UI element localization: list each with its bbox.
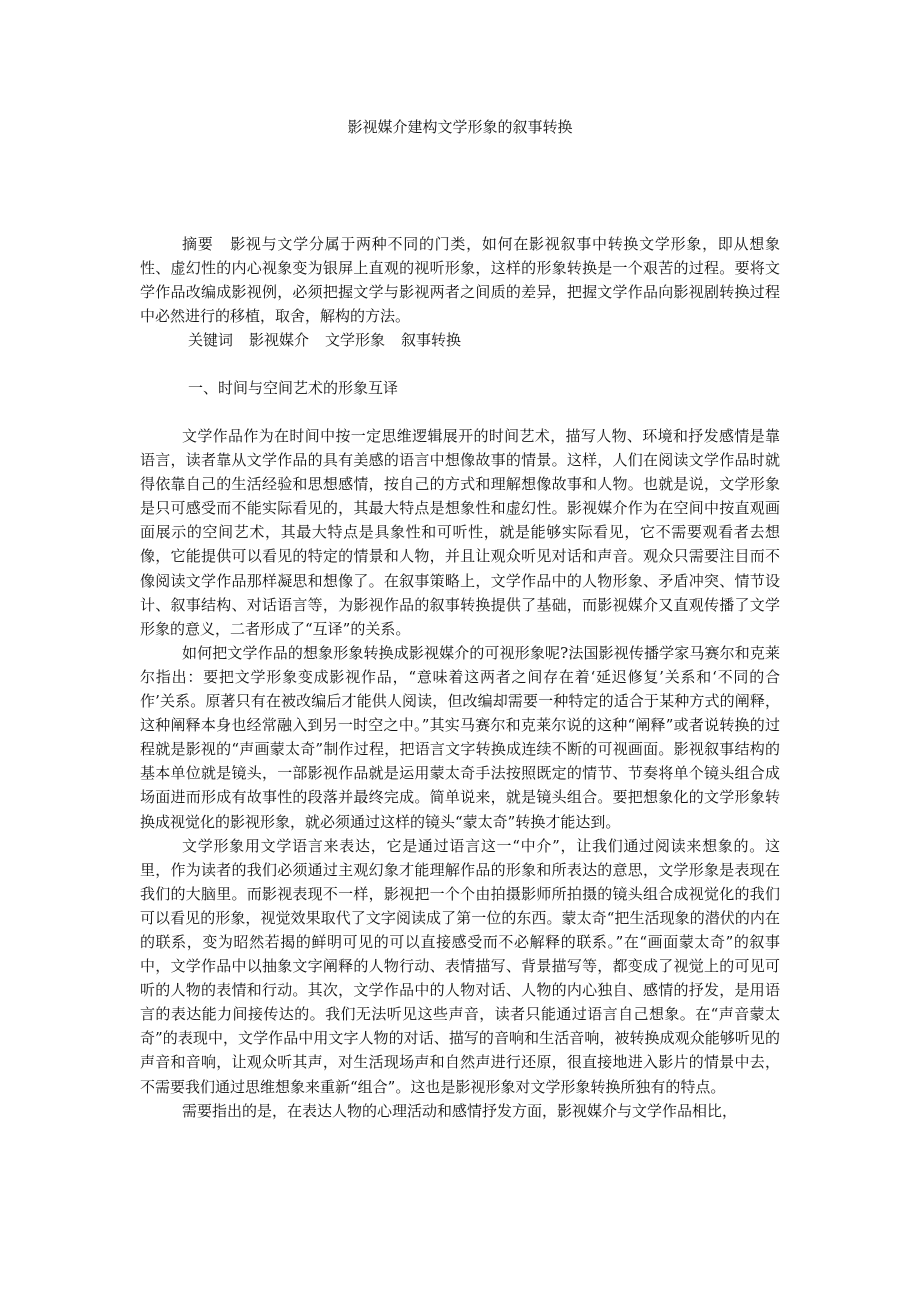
body-paragraph: 如何把文学作品的想象形象转换成影视媒介的可视形象呢?法国影视传播学家马赛尔和克莱尔指出：要把文学形象变成影视作品，“意味着这两者之间存在着‘延迟修复’关系和‘不同的合作’关系。原著只有在被改编后才能供人阅读，但改编却需要一种特定的适合于某种方式的阐释，这种阐释本身也经常融入到另一时空之中。”其实马赛尔和克莱尔说的这种“阐释”或者说转换的过程就是影视的“声画蒙太奇”制作过程，把语言文字转换成连续不断的可视画面。影视叙事结构的基本单位就是镜头，一部影视作品就是运用蒙太奇手法按照既定的情节、节奏将单个镜头组合成场面进而形成有故事性的段落并最终完成。简单说来，就是镜头组合。要把想象化的文学形象转换成视觉化的影视形象，就必须通过这样的镜头“蒙太奇”转换才能达到。 [140,643,780,831]
body-paragraph: 文学形象用文学语言来表达，它是通过语言这一“中介”，让我们通过阅读来想象的。这里，作为读者的我们必须通过主观幻象才能理解作品的形象和所表达的意思，文学形象是表现在我们的大脑里。而影视表现不一样，影视把一个个由拍摄影师所拍摄的镜头组合成视觉化的我们可以看见的形象，视觉效果取代了文字阅读成了第一位的东西。蒙太奇“把生活现象的潜伏的内在的联系，变为昭然若揭的鲜明可见的可以直接感受而不必解释的联系。”在“画面蒙太奇”的叙事中，文学作品中以抽象文字阐释的人物行动、表情描写、背景描写等，都变成了视觉上的可见可听的人物的表情和行动。其次，文学作品中的人物对话、人物的内心独自、感情的抒发，是用语言的表达能力间接传达的。我们无法听见这些声音，读者只能通过语言自己想象。在“声音蒙太奇”的表现中，文学作品中用文字人物的对话、描写的音响和生活音响，被转换成观众能够听见的声音和音响，让观众听其声，对生活现场声和自然声进行还原，很直接地进入影片的情景中去，不需要我们通过思维想象来重新“组合”。这也是影视形象对文学形象转换所独有的特点。 [140,836,780,1096]
main-text [140,424,780,1123]
page-title: 影视媒介建构文学形象的叙事转换 [347,118,573,136]
keywords-line [188,328,461,352]
section-heading: 一、时间与空间艺术的形象互译 [188,379,399,397]
keyword-item: 叙事转换 [401,331,462,349]
keywords-label: 关键词 [188,331,234,349]
body-paragraph: 需要指出的是，在表达人物的心理活动和感情抒发方面，影视媒介与文学作品相比， [182,1101,738,1120]
abstract-paragraph [140,232,780,328]
abstract-text: 影视与文学分属于两种不同的门类，如何在影视叙事中转换文学形象，即从想象性、虚幻性的内心视象变为银屏上直观的视听形象，这样的形象转换是一个艰苦的过程。要将文学作品改编成影视例，必须把握文学与影视两者之间质的差异，把握文学作品向影视剧转换过程中必然进行的移植，取舍，解构的方法。 [140,235,780,326]
body-paragraph: 文学作品作为在时间中按一定思维逻辑展开的时间艺术，描写人物、环境和抒发感情是靠语言，读者靠从文学作品的具有美感的语言中想像故事的情景。这样，人们在阅读文学作品时就得依靠自己的生活经验和思想感情，按自己的方式和理解想像故事和人物。也就是说，文学形象是只可感受而不能实际看见的，其最大特点是想象性和虚幻性。影视媒介作为在空间中按直观画面展示的空间艺术，其最大特点是具象性和可听性，就是能够实际看见，它不需要观看者去想像，它能提供可以看见的特定的情景和人物，并且让观众听见对话和声音。观众只需要注目而不像阅读文学作品那样凝思和想像了。在叙事策略上，文学作品中的人物形象、矛盾冲突、情节设计、叙事结构、对话语言等，为影视作品的叙事转换提供了基础，而影视媒介又直观传播了文学形象的意义，二者形成了“互译”的关系。 [140,427,780,638]
abstract-label: 摘要 [182,235,214,253]
keyword-item: 影视媒介 [249,331,310,349]
abstract-block [140,232,780,328]
keyword-item: 文学形象 [325,331,386,349]
